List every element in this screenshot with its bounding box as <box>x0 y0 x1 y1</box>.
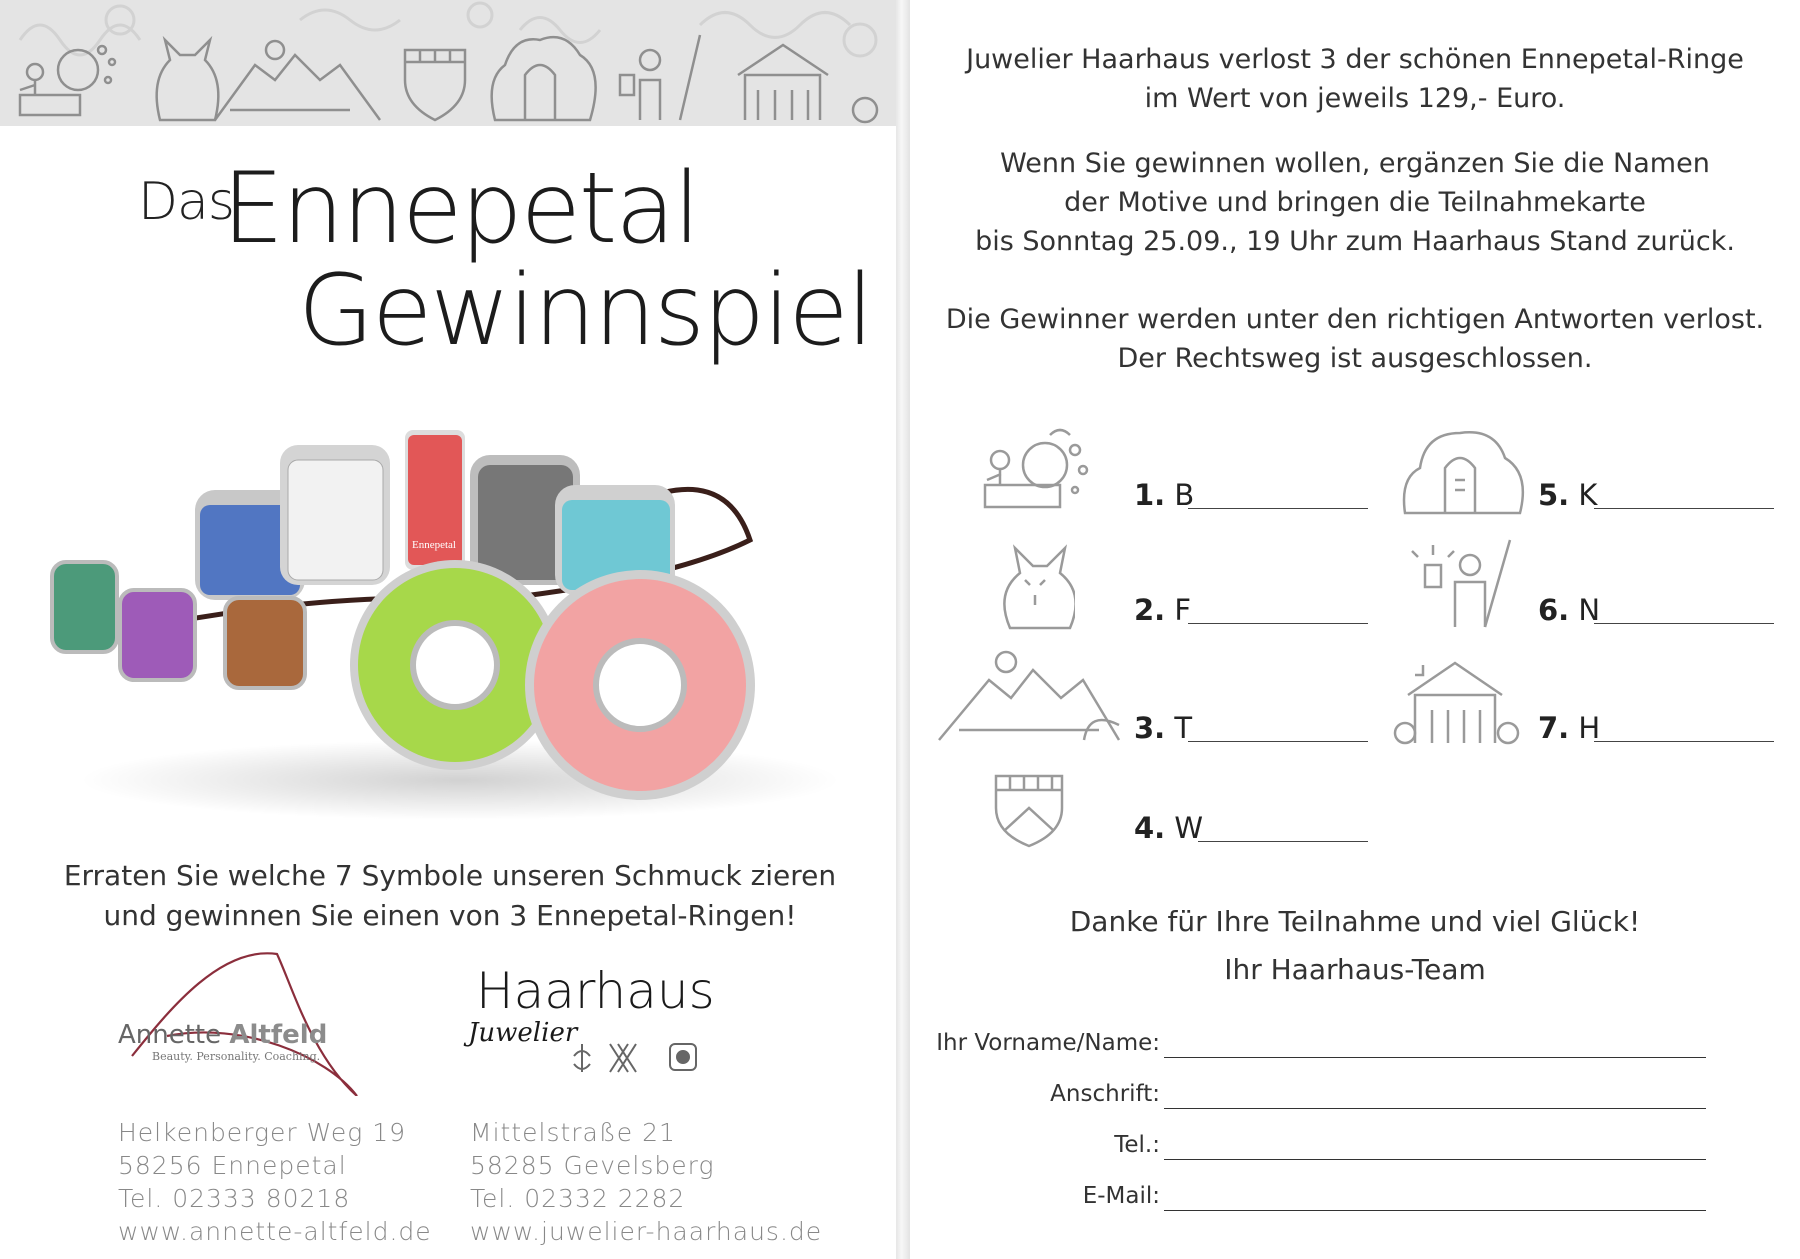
haarhaus-brand-icons <box>570 1036 700 1078</box>
title-gewinnspiel: Gewinnspiel <box>298 254 872 368</box>
address-city: 58285 Gevelsberg <box>470 1151 715 1180</box>
draw-line-2: Der Rechtsweg ist ausgeschlossen. <box>1117 343 1593 374</box>
annette-altfeld-wordmark <box>118 1020 327 1050</box>
glassblower-icon <box>975 425 1095 515</box>
motif-banner <box>0 0 896 126</box>
rules-line-2: der Motive und bringen die Teilnahmekarte <box>1064 187 1646 218</box>
haarhaus-logo-sub: Juwelier <box>468 1018 578 1048</box>
question-letter: N <box>1578 593 1601 627</box>
field-address-line[interactable] <box>1164 1108 1706 1109</box>
address-annette-altfeld <box>118 1116 432 1248</box>
question-1-label <box>1134 478 1194 512</box>
fleur-icon <box>574 1044 590 1072</box>
question-number: 4. <box>1134 811 1166 845</box>
question-letter: T <box>1174 711 1193 745</box>
guess-text <box>60 856 840 936</box>
answer-6-line[interactable] <box>1594 623 1774 624</box>
left-card <box>0 0 896 1259</box>
field-label-phone: Tel.: <box>1114 1132 1160 1158</box>
intro-line-2: im Wert von jeweils 129,- Euro. <box>1144 83 1566 114</box>
field-label-address: Anschrift: <box>1050 1081 1160 1107</box>
haarhaus-logo-name: Haarhaus <box>476 962 715 1020</box>
field-label-name: Ihr Vorname/Name: <box>936 1030 1160 1056</box>
intro-text <box>910 40 1800 118</box>
annette-altfeld-tagline: Beauty. Personality. Coaching. <box>152 1050 321 1063</box>
draw-text <box>910 300 1800 378</box>
field-label-email: E-Mail: <box>1082 1183 1160 1209</box>
question-5-label <box>1538 478 1597 512</box>
answer-1-line[interactable] <box>1188 508 1368 509</box>
question-6-label <box>1538 593 1600 627</box>
ring-label: Ennepetal <box>412 539 456 551</box>
question-letter: F <box>1174 593 1192 627</box>
valley-mountains-icon <box>934 650 1124 745</box>
logo-first-name: Annette <box>118 1020 222 1050</box>
question-2-label <box>1134 593 1191 627</box>
cross-mark-icon <box>610 1044 636 1072</box>
thanks-text: Danke für Ihre Teilnahme und viel Glück! <box>1069 905 1641 938</box>
address-haarhaus <box>470 1116 822 1248</box>
question-number: 2. <box>1134 593 1166 627</box>
title-das: Das <box>138 172 234 232</box>
question-letter: B <box>1174 478 1195 512</box>
answer-4-line[interactable] <box>1198 841 1368 842</box>
rules-line-3: bis Sonntag 25.09., 19 Uhr zum Haarhaus Stand zurück. <box>975 226 1735 257</box>
card-fold <box>896 0 910 1259</box>
address-street: Mittelstraße 21 <box>470 1118 676 1147</box>
house-icon <box>1390 655 1520 745</box>
cave-icon <box>1400 425 1530 515</box>
team-signature: Ihr Haarhaus-Team <box>1224 953 1486 986</box>
fox-icon <box>995 540 1075 630</box>
address-phone: Tel. 02333 80218 <box>118 1184 351 1213</box>
jewelry-image <box>50 420 850 820</box>
question-letter: H <box>1578 711 1601 745</box>
intro-line-1: Juwelier Haarhaus verlost 3 der schönen Ennepetal-Ringe <box>966 44 1744 75</box>
address-web-link[interactable]: www.juwelier-haarhaus.de <box>470 1217 823 1246</box>
night-watchman-icon <box>1410 535 1520 630</box>
motif-banner-art <box>0 0 896 126</box>
field-email-line[interactable] <box>1164 1210 1706 1211</box>
address-web-link[interactable]: www.annette-altfeld.de <box>118 1217 432 1246</box>
address-street: Helkenberger Weg 19 <box>118 1118 407 1147</box>
field-name-line[interactable] <box>1164 1057 1706 1058</box>
answer-7-line[interactable] <box>1594 741 1774 742</box>
draw-line-1: Die Gewinner werden unter den richtigen Antworten verlost. <box>945 304 1765 335</box>
question-number: 5. <box>1538 478 1570 512</box>
question-7-label <box>1538 711 1600 745</box>
answer-5-line[interactable] <box>1594 508 1774 509</box>
coat-of-arms-icon <box>990 770 1070 850</box>
question-number: 6. <box>1538 593 1570 627</box>
question-letter: K <box>1578 478 1598 512</box>
question-3-label <box>1134 711 1192 745</box>
field-phone-line[interactable] <box>1164 1159 1706 1160</box>
question-number: 3. <box>1134 711 1166 745</box>
logo-last-name: Altfeld <box>229 1020 328 1050</box>
address-phone: Tel. 02332 2282 <box>470 1184 686 1213</box>
answer-3-line[interactable] <box>1188 741 1368 742</box>
rules-line-1: Wenn Sie gewinnen wollen, ergänzen Sie die Namen <box>1000 148 1710 179</box>
guess-line-1: Erraten Sie welche 7 Symbole unseren Schmuck zieren <box>63 859 837 892</box>
guess-line-2: und gewinnen Sie einen von 3 Ennepetal-Ringen! <box>103 899 797 932</box>
right-card <box>910 0 1800 1259</box>
title-ennepetal: Ennepetal <box>222 152 699 266</box>
question-4-label <box>1134 811 1203 845</box>
question-letter: W <box>1174 811 1204 845</box>
address-city: 58256 Ennepetal <box>118 1151 347 1180</box>
answer-2-line[interactable] <box>1188 623 1368 624</box>
question-number: 1. <box>1134 478 1166 512</box>
question-number: 7. <box>1538 711 1570 745</box>
rules-text <box>910 144 1800 261</box>
